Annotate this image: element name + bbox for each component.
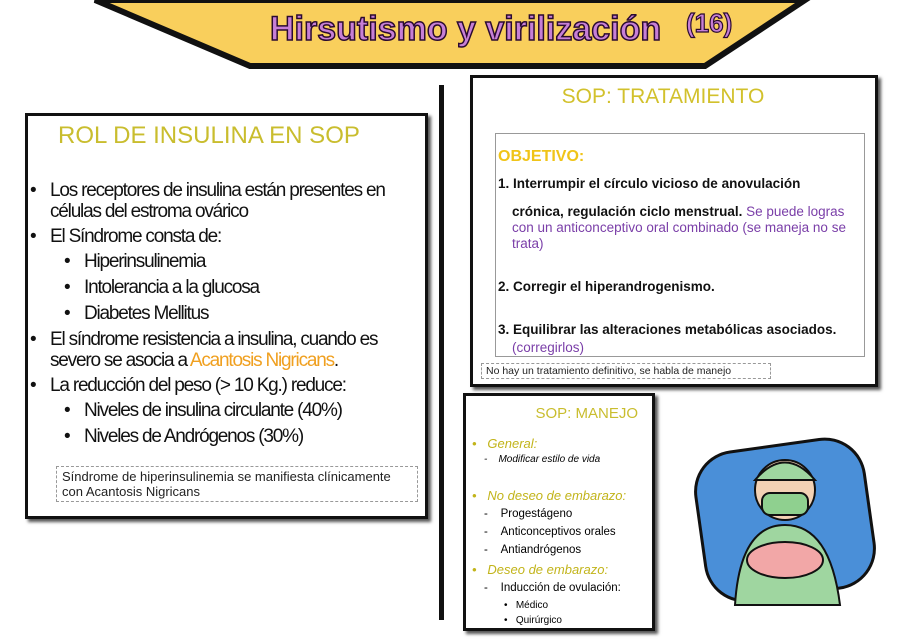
list-item: • La reducción del peso (> 10 Kg.) reduce: bbox=[28, 375, 428, 396]
item-text: Médico bbox=[515, 600, 549, 611]
divider bbox=[439, 85, 444, 620]
item-text: Progestágeno bbox=[500, 508, 573, 520]
heading-text: Deseo de embarazo: bbox=[487, 562, 609, 577]
insulin-note: Síndrome de hiperinsulinemia se manifiesta clínicamente con Acantosis Nigricans bbox=[56, 466, 418, 502]
list-item: • Niveles de Andrógenos (30%) bbox=[28, 426, 428, 447]
item-text: Quirúrgico bbox=[515, 615, 562, 626]
list-item: - Inducción de ovulación: bbox=[484, 582, 621, 594]
objective-box bbox=[495, 133, 865, 357]
insulin-role-panel bbox=[25, 113, 428, 519]
list-item: • Quirúrgico bbox=[504, 615, 562, 626]
list-item: - Anticonceptivos orales bbox=[484, 526, 616, 538]
no-desire-heading: • No deseo de embarazo: bbox=[472, 488, 627, 503]
page-number: (16) bbox=[686, 8, 733, 38]
list-item: • Intolerancia a la glucosa bbox=[28, 277, 428, 298]
panel-title: SOP: TRATAMIENTO bbox=[561, 85, 765, 108]
objective-3-note: (corregirlos) bbox=[512, 340, 585, 355]
item-text: Modificar estilo de vida bbox=[498, 454, 601, 465]
management-panel bbox=[463, 393, 655, 631]
list-item: - Progestágeno bbox=[484, 508, 573, 520]
doctor-baby-illustration bbox=[690, 425, 880, 615]
list-item: - Modificar estilo de vida bbox=[484, 454, 601, 465]
list-item: • Diabetes Mellitus bbox=[28, 303, 428, 324]
list-item: • Los receptores de insulina están presentes en células del estroma ovárico bbox=[28, 180, 428, 222]
objective-2: 2. Corregir el hiperandrogenismo. bbox=[498, 279, 715, 294]
treatment-panel bbox=[470, 75, 878, 387]
item-text: Anticonceptivos orales bbox=[500, 526, 616, 538]
heading-text: General: bbox=[487, 436, 538, 451]
objective-3: 3. Equilibrar las alteraciones metabólicas asociados. bbox=[498, 322, 837, 337]
heading-text: No deseo de embarazo: bbox=[487, 488, 627, 503]
objective-label: OBJETIVO: bbox=[498, 148, 585, 165]
panel-title: ROL DE INSULINA EN SOP bbox=[58, 122, 360, 149]
item-end: . bbox=[333, 350, 338, 371]
general-heading: • General: bbox=[472, 436, 538, 451]
item-note: Se puede logras con un anticonceptivo oral combinado (se maneja no se trata) bbox=[512, 204, 846, 251]
treatment-note: No hay un tratamiento definitivo, se habla de manejo bbox=[481, 363, 771, 379]
list-item: • Niveles de insulina circulante (40%) bbox=[28, 400, 428, 421]
highlight-text: Acantosis Nigricans bbox=[189, 350, 334, 371]
list-item bbox=[28, 329, 428, 371]
panel-title: SOP: MANEJO bbox=[535, 405, 638, 422]
objective-1: 1. Interrumpir el círculo vicioso de anovulación bbox=[498, 176, 801, 191]
list-item: - Antiandrógenos bbox=[484, 544, 582, 556]
insulin-list bbox=[28, 180, 428, 452]
item-text: Antiandrógenos bbox=[500, 544, 582, 556]
list-item: • El Síndrome consta de: bbox=[28, 226, 428, 247]
objective-1-detail bbox=[512, 204, 852, 252]
page-title: Hirsutismo y virilización bbox=[270, 10, 662, 48]
desire-heading: • Deseo de embarazo: bbox=[472, 562, 609, 577]
item-text: El síndrome resistencia a insulina, cuando es severo se asocia a bbox=[50, 329, 378, 371]
list-item: • Hiperinsulinemia bbox=[28, 251, 428, 272]
list-item: • Médico bbox=[504, 600, 549, 611]
item-text: crónica, regulación ciclo menstrual. bbox=[512, 204, 743, 219]
item-text: Inducción de ovulación: bbox=[500, 582, 621, 594]
